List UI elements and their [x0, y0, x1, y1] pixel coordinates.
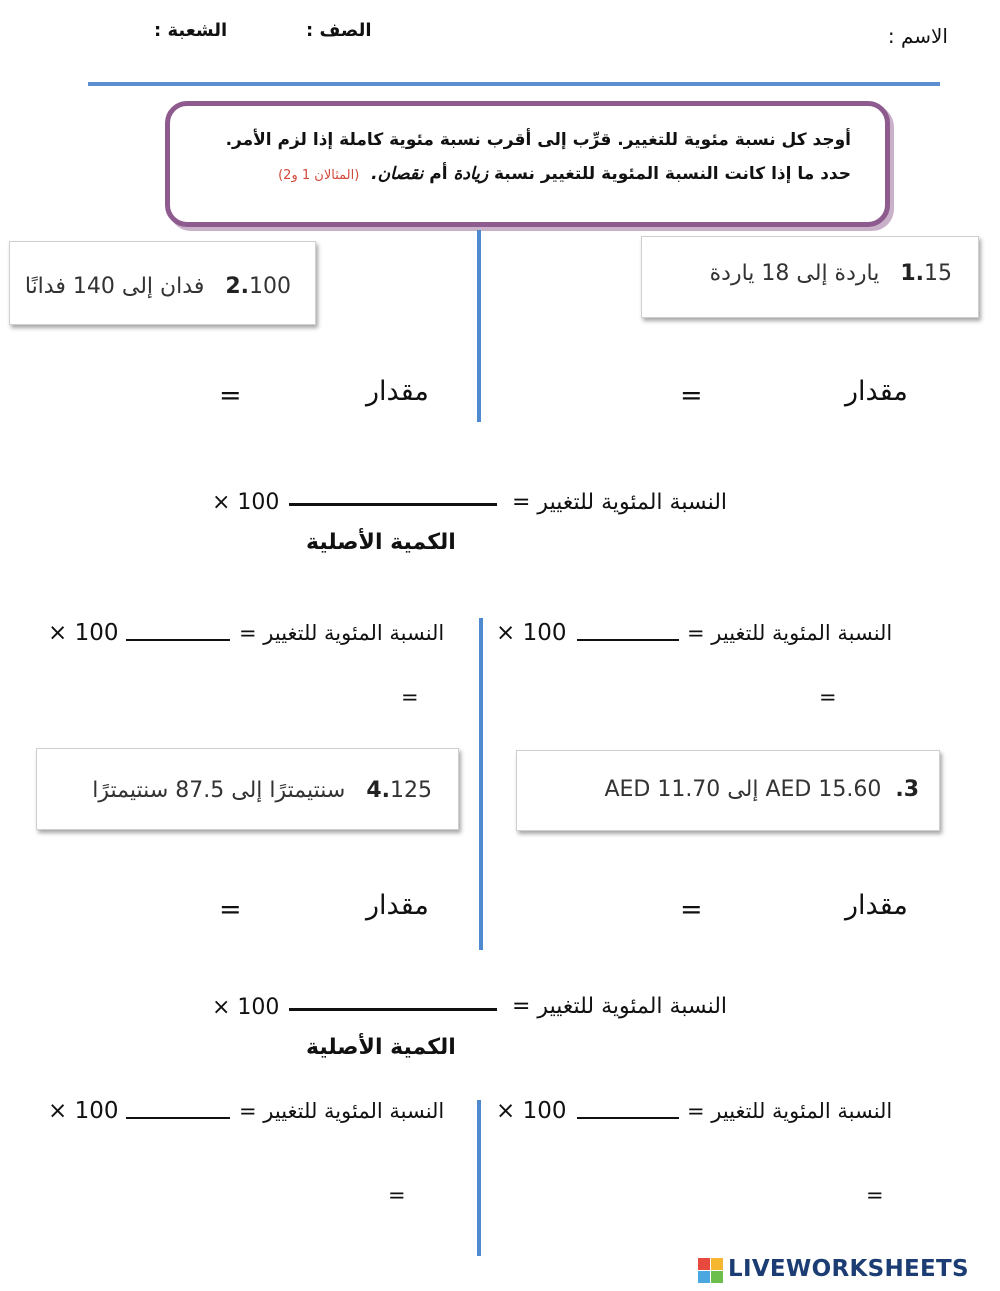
formula-label-2: النسبة المئوية للتغيير =	[512, 994, 728, 1019]
amount-label-1: مقدار	[845, 376, 908, 407]
liveworksheets-logo-icon	[698, 1258, 724, 1284]
work-times-100-4: × 100	[48, 1098, 119, 1124]
formula-fraction-line-2	[289, 1008, 497, 1011]
instructions-decrease: نقصان.	[371, 164, 424, 184]
work-blank-1[interactable]	[577, 639, 679, 641]
formula-times-100-2: × 100	[212, 995, 280, 1020]
formula-denominator-1: الكمية الأصلية	[306, 530, 456, 555]
liveworksheets-logo	[698, 1254, 994, 1286]
problem-3-box	[516, 750, 940, 831]
problem-1-text: 15 ياردة إلى 18 ياردة	[709, 261, 952, 286]
amount-label-3: مقدار	[845, 890, 908, 921]
problem-4-number: 4.	[366, 778, 390, 803]
liveworksheets-logo-text: LIVEWORKSHEETS	[728, 1256, 969, 1282]
formula-denominator-2: الكمية الأصلية	[306, 1035, 456, 1060]
work-label-1: النسبة المئوية للتغيير =	[687, 621, 893, 645]
section-label: الشعبة :	[154, 20, 228, 41]
problem-3-number: 3.	[895, 777, 919, 802]
problem-4-box	[36, 748, 459, 830]
amount-equals-3: =	[680, 894, 703, 925]
problem-2-text: 100 فدان إلى 140 فدانًا	[24, 274, 291, 299]
work-times-100-3: × 100	[496, 1098, 567, 1124]
instructions-line-2	[278, 164, 851, 184]
formula-times-100-1: × 100	[212, 490, 280, 515]
work-times-100-2: × 100	[48, 620, 119, 646]
amount-label-4: مقدار	[366, 890, 429, 921]
column-divider-bottom	[477, 1100, 481, 1256]
header-divider	[88, 82, 940, 86]
problem-3-text: AED 15.60 إلى AED 11.70	[604, 777, 882, 802]
column-divider-top	[477, 230, 481, 422]
amount-label-2: مقدار	[366, 376, 429, 407]
name-label: الاسم :	[887, 24, 948, 48]
class-label: الصف :	[306, 20, 372, 41]
work-equals-3: =	[866, 1183, 884, 1207]
instructions-box	[165, 101, 890, 227]
work-blank-2[interactable]	[126, 639, 230, 641]
formula-fraction-line-1	[289, 503, 497, 506]
instructions-line-1: أوجد كل نسبة مئوية للتغيير. قرِّب إلى أقرب نسبة مئوية كاملة إذا لزم الأمر.	[225, 130, 851, 150]
work-blank-4[interactable]	[126, 1117, 230, 1119]
work-equals-1: =	[819, 685, 837, 709]
formula-label-1: النسبة المئوية للتغيير =	[512, 490, 728, 515]
problem-1-box	[641, 236, 979, 318]
problem-2-number: 2.	[225, 274, 249, 299]
amount-equals-4: =	[219, 894, 242, 925]
instructions-line-2-start: حدد ما إذا كانت النسبة المئوية للتغيير نسبة	[488, 164, 851, 184]
problem-2-box	[9, 241, 316, 325]
amount-equals-1: =	[680, 380, 703, 411]
work-times-100-1: × 100	[496, 620, 567, 646]
column-divider-middle	[479, 618, 483, 950]
work-equals-4: =	[388, 1183, 406, 1207]
work-label-2: النسبة المئوية للتغيير =	[239, 621, 445, 645]
problem-1-number: 1.	[900, 261, 924, 286]
work-blank-3[interactable]	[577, 1117, 679, 1119]
work-equals-2: =	[401, 685, 419, 709]
problem-4-text: 125 سنتيمترًا إلى 87.5 سنتيمترًا	[92, 778, 432, 803]
work-label-4: النسبة المئوية للتغيير =	[239, 1099, 445, 1123]
amount-equals-2: =	[219, 380, 242, 411]
instructions-or: أم	[423, 164, 454, 184]
instructions-reference: (المثالان 1 و2)	[278, 168, 360, 183]
work-label-3: النسبة المئوية للتغيير =	[687, 1099, 893, 1123]
instructions-increase: زيادة	[453, 164, 489, 184]
